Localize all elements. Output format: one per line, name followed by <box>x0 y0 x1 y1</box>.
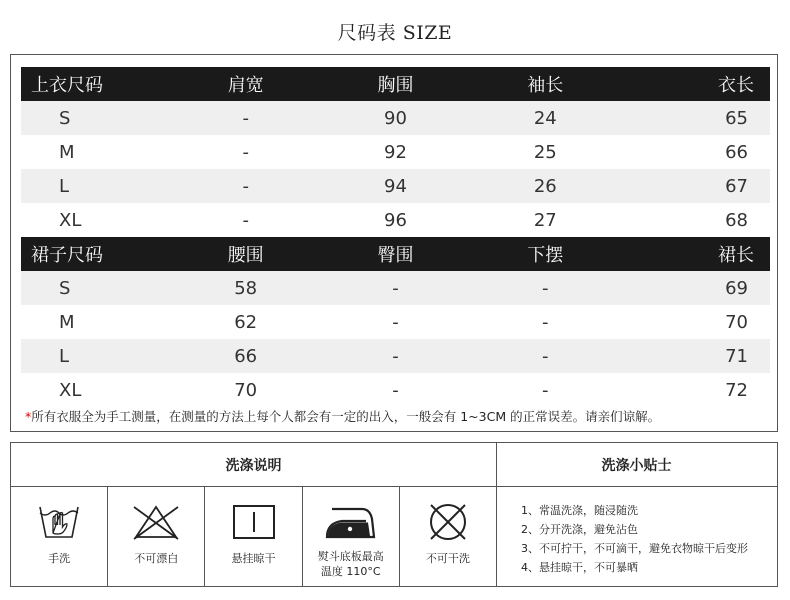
table-cell: - <box>542 379 549 401</box>
table-row <box>21 339 770 373</box>
table-cell: 92 <box>384 141 407 163</box>
wash-instructions <box>11 443 497 586</box>
table-cell: 90 <box>321 101 471 135</box>
care-label: 手洗 <box>48 552 71 565</box>
care-item-no-dry-clean <box>400 487 496 586</box>
table-cell: S <box>21 101 171 135</box>
table-cell: 71 <box>620 339 770 373</box>
table-cell: 26 <box>470 169 620 203</box>
wash-instructions-title: 洗涤说明 <box>11 443 496 487</box>
list-item: 4、悬挂晾干，不可暴晒 <box>521 561 638 574</box>
care-item-iron <box>303 487 400 586</box>
table-cell: 72 <box>725 379 748 401</box>
table-cell: 27 <box>533 209 557 231</box>
table-cell: 58 <box>171 271 321 305</box>
care-item-hang-dry <box>205 487 302 586</box>
page-title: 尺码表 SIZE <box>337 22 453 44</box>
header-cell: 上衣尺码 <box>21 67 171 101</box>
list-item: 2、分开洗涤，避免沾色 <box>521 523 638 536</box>
hand-wash-icon <box>37 503 81 541</box>
table-cell: - <box>171 101 321 135</box>
wash-tips-list <box>496 487 777 577</box>
header-cell: 裙子尺码 <box>21 237 171 271</box>
table-cell: - <box>542 311 549 333</box>
header-cell: 衣长 <box>620 67 770 101</box>
table-cell: 24 <box>470 101 620 135</box>
table-row <box>21 305 770 339</box>
table-row <box>21 101 770 135</box>
table-row <box>21 271 770 305</box>
table-cell: - <box>242 141 249 163</box>
table-cell: - <box>242 209 249 231</box>
header-cell: 下摆 <box>470 237 620 271</box>
list-item: 1、常温洗涤，随浸随洗 <box>521 504 638 517</box>
note-text: 所有衣服全为手工测量，在测量的方法上每个人都会有一定的出入，一般会有 1~3CM 的正常误差。请亲们谅解。 <box>31 409 661 424</box>
care-label: 熨斗底板最高 温度 110°C <box>317 550 384 578</box>
table-cell: L <box>21 169 171 203</box>
header-cell: 臀围 <box>321 237 471 271</box>
list-item: 3、不可拧干，不可滴干，避免衣物晾干后变形 <box>521 542 748 555</box>
no-dry-clean-icon <box>425 501 471 543</box>
table-cell: L <box>21 339 171 373</box>
care-item-hand-wash <box>11 487 108 586</box>
table-cell: 67 <box>620 169 770 203</box>
table-cell: - <box>470 271 620 305</box>
table-cell: 65 <box>620 101 770 135</box>
table-cell: 94 <box>321 169 471 203</box>
skirt-table-header <box>21 237 770 271</box>
table-cell: - <box>321 271 471 305</box>
table-row <box>21 203 770 237</box>
table-cell: 96 <box>384 209 407 231</box>
size-chart-panel <box>10 54 778 432</box>
table-cell: 68 <box>725 209 748 231</box>
iron-icon <box>324 503 378 541</box>
note-asterisk: * <box>25 409 32 424</box>
table-cell: M <box>59 311 75 333</box>
header-cell: 腰围 <box>171 237 321 271</box>
size-table <box>21 67 770 407</box>
header-cell: 肩宽 <box>171 67 321 101</box>
table-row <box>21 169 770 203</box>
table-cell: - <box>321 339 471 373</box>
header-cell: 袖长 <box>470 67 620 101</box>
care-icons-row <box>11 487 496 586</box>
wash-tips <box>496 443 777 586</box>
table-cell: M <box>59 141 75 163</box>
table-cell: - <box>171 169 321 203</box>
table-cell: 66 <box>725 141 748 163</box>
table-row <box>21 373 770 407</box>
no-bleach-icon <box>130 503 182 541</box>
top-table-header <box>21 67 770 101</box>
table-cell: 66 <box>171 339 321 373</box>
table-cell: XL <box>59 209 82 231</box>
care-item-no-bleach <box>108 487 205 586</box>
hang-dry-icon <box>231 503 277 541</box>
table-cell: 70 <box>725 311 748 333</box>
table-cell: 25 <box>533 141 557 163</box>
table-cell: - <box>392 311 399 333</box>
care-label: 悬挂晾干 <box>231 552 276 565</box>
table-row <box>21 135 770 169</box>
header-cell: 胸围 <box>321 67 471 101</box>
wash-tips-title: 洗涤小贴士 <box>496 443 777 487</box>
table-cell: 69 <box>620 271 770 305</box>
table-cell: - <box>392 379 399 401</box>
care-panel <box>10 442 778 587</box>
measurement-note <box>25 407 660 425</box>
table-cell: 62 <box>234 311 258 333</box>
care-label: 不可漂白 <box>134 552 179 565</box>
table-cell: XL <box>59 379 82 401</box>
table-cell: S <box>21 271 171 305</box>
care-label: 不可干洗 <box>425 552 470 565</box>
header-cell: 裙长 <box>620 237 770 271</box>
table-cell: 70 <box>234 379 258 401</box>
table-cell: - <box>470 339 620 373</box>
